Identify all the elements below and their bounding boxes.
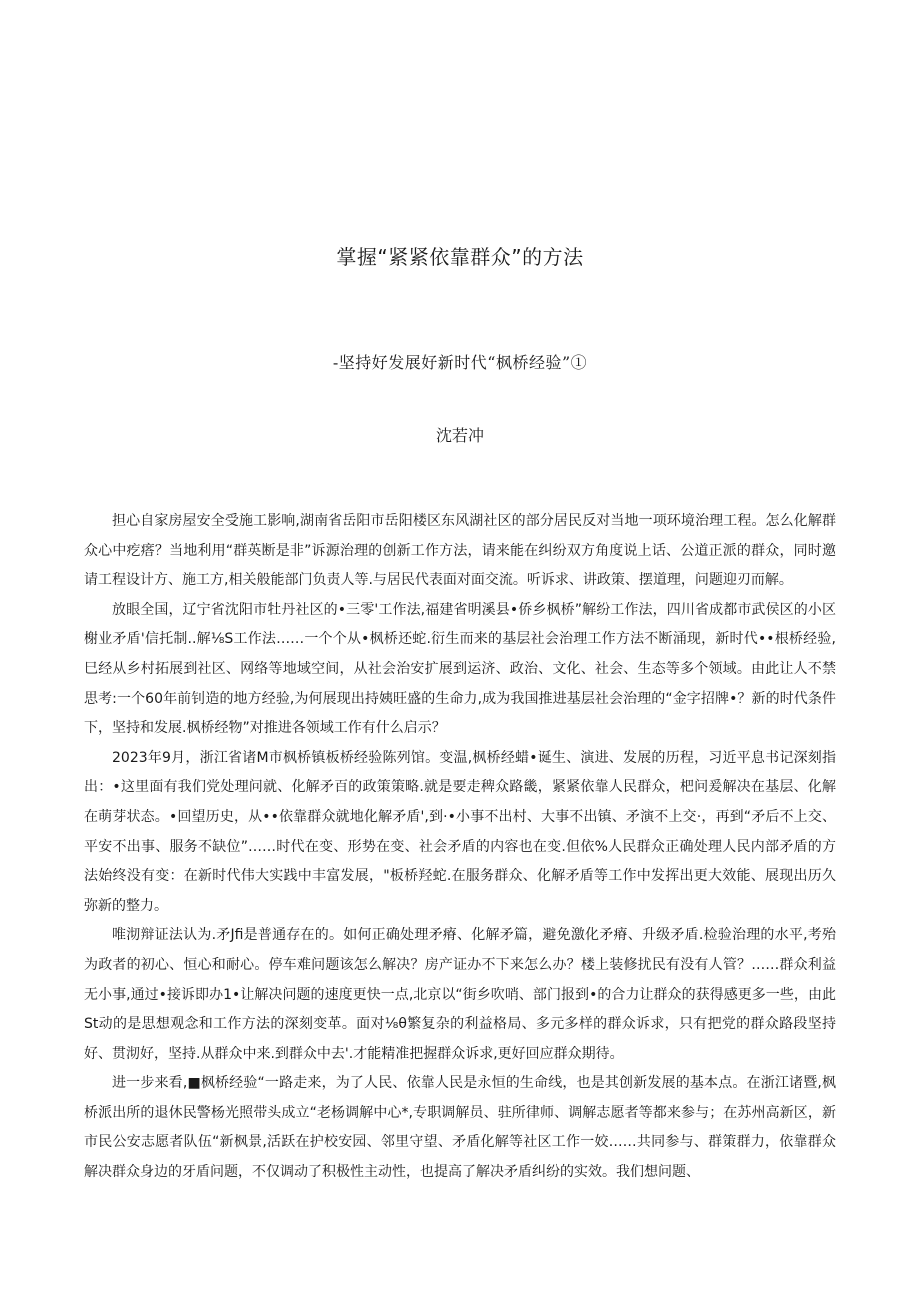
body-paragraph: 放眼全国，辽宁省沈阳市牡丹社区的•三零'工作法,福建省明溪县•侨乡枫桥”解纷工作法，四川省成都市武侯区的小区榭业矛盾'信托制..解⅛S工作法……一个个从•枫桥还蛇.衍生而来的基层社会治理工作方法不断涌现，新时代••根桥经验,巳经从乡村拓展到社区、网络等地域空间，从社会治安扩展到运济、政治、文化、社会、生态等多个领域。由此让人不禁思考:一个60年前钊造的地方经验,为何展现出持姨旺盛的生命力,成为我国推进基层社会治理的“金字招牌•？新的时代条件下，坚持和发展.枫桥经物”对推进各领域工作有什么启示？: [84, 601, 836, 737]
article-subtitle: -坚持好发展好新时代“枫桥经验”①: [332, 353, 588, 372]
body-paragraph: 担心自家房屋安全受施工影响,湖南省岳阳市岳阳楼区东风湖社区的部分居民反对当地一项环境治理工程。怎么化解群众心中疙瘩？当地利用“群英断是非”诉源治理的创新工作方法，请来能在纠纷双方角度说上话、公道正派的群众，同时邀请工程设计方、施工方,相关般能部门负责人等.与居民代表面对面交流。听诉求、讲政策、摆道理，问题迎刃而解。: [84, 513, 836, 589]
body-paragraph: 2023年9月，浙江省诸M市枫桥镇板桥经验陈列馆。变温,枫桥经蜡•诞生、演进、发展的历程，习近平息书记深刻指出：•这里面有我们党处理问就、化解矛百的政策策略.就是要走稗众路畿，紧紧依靠人民群众，杷问爰解决在基层、化解在萌芽状态。•回望历史，从••依靠群众就地化解矛盾',到·•小事不出村、大事不出镇、矛演不上交·，再到“矛后不上交、平安不出事、服务不缺位”……时代在变、形势在变、社会矛盾的内容也在变.但依%人民群众正确处理人民内部矛盾的方法始终没有变：在新时代伟大实践中丰富发展，"板桥羟蛇.在服务群众、化解矛盾等工作中发挥出更大效能、展现出历久弥新的整力。: [84, 749, 836, 914]
article-author: 沈若冲: [435, 426, 484, 445]
article-body: [84, 507, 836, 1188]
body-paragraph: 进一步来看,■枫桥经验“一路走来，为了人民、依靠人民是永恒的生命线，也是其创新发展的基本点。在浙江诸暨,枫桥派出所的退休民警杨光照带头成立“老杨调解中心*,专职调解员、驻所律师、调解志愿者等都来参与；在苏州高新区，新市民公安志愿者队伍“新枫景,活跃在护校安园、邻里守望、矛盾化解等社区工作一姣……共同参与、群策群力，依靠群众解决群众身边的牙盾问题，不仅调动了积极性主动性，也提高了解决矛盾纠纷的实效。我们想问题、: [84, 1075, 836, 1181]
article-title: 掌握“紧紧依靠群众”的方法: [336, 245, 584, 269]
body-paragraph: 唯沏辩证法认为.矛Jfi是普通存在的。如何正确处理矛瘠、化解矛篇，避免激化矛瘠、升级矛盾.检验治理的水平,考殆为政者的初心、恒心和耐心。停车难问题该怎么解决？房产证办不下来怎么办？楼上装修扰民有没有人管？……群众利益无小事,通过•接诉即办1•让解决问题的速度更快一点,北京以“街乡吹哨、部门报到•的合力让群众的获得感更多一些，由此St动的是思想观念和工作方法的深刻变革。面对⅛θ繁复杂的利益格局、多元多样的群众诉求，只有把党的群众路段坚持好、贯沏好，坚持.从群众中来.到群众中去'.才能精准把握群众诉求,更好回应群众期待。: [84, 927, 836, 1062]
